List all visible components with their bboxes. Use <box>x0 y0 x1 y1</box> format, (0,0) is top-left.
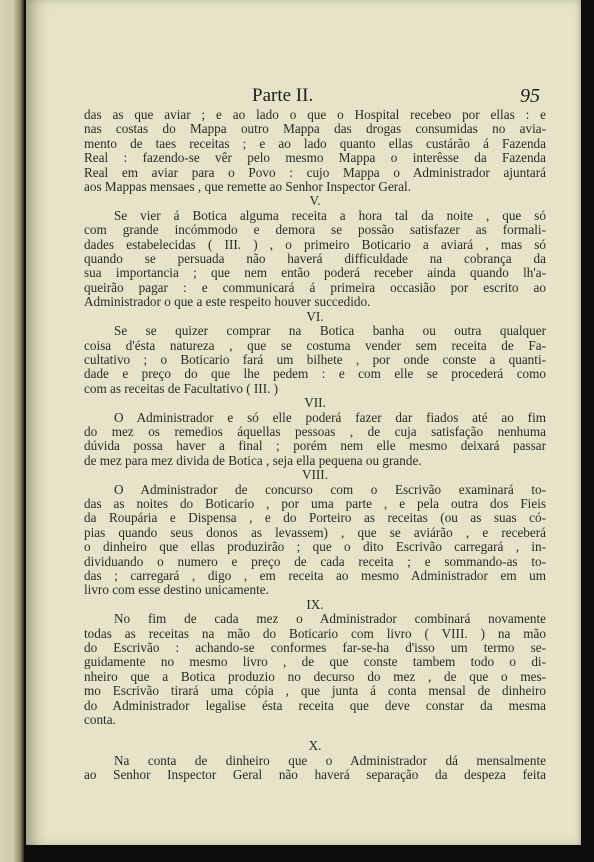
facing-page-edge <box>0 0 24 862</box>
text-line: Se se quizer comprar na Botica banha ou outra qualquer <box>114 324 546 339</box>
page-sheet <box>26 0 581 845</box>
paragraph-continuation <box>84 108 546 194</box>
text-line: das as que aviar ; e ao lado o que o Hospital recebeo por ellas : e <box>84 108 546 122</box>
text-line: queirão pagar : e communicará á primeira occasião por escrito ao <box>84 280 546 295</box>
text-line: Administrador o que a este respeito houver succedido. <box>84 295 371 310</box>
text-line: nheiro que a Botica produzio no decurso do mez , de que o mes- <box>84 669 546 684</box>
text-line: cultativo ; o Boticario fará um bilhete , por onde conste a quanti- <box>84 352 546 367</box>
text-line: o dinheiro que ellas produzirão ; que o dito Escrivão carregará , in- <box>84 540 546 555</box>
section-number: IX. <box>306 596 324 612</box>
text-line: de mez para mez divida de Botica , seja ella pequena ou grande. <box>84 453 422 468</box>
section-viii <box>84 468 546 598</box>
section-number: V. <box>309 193 321 209</box>
text-line: com grande incómmodo e demora se possão satisfazer as formali- <box>84 223 546 238</box>
text-line: ao Senhor Inspector Geral não haverá separação da despeza feita <box>84 768 546 783</box>
text-line: todas as receitas na mão do Boticario com livro ( VIII. ) na mão <box>84 626 546 641</box>
text-line: sua importancia ; que nem então poderá receber ainda quando lh'a- <box>84 266 546 281</box>
text-line: mo Escrivão tirará uma cópia , que junta á conta mensal de dinheiro <box>84 684 546 699</box>
section-number: VII. <box>304 395 326 411</box>
text-line: com as receitas de Facultativo ( III. ) <box>84 381 279 396</box>
text-line: O Administrador de concurso com o Escrivão examinará to- <box>114 482 546 497</box>
text-line: mento de taes receitas ; e ao lado quanto ellas custárão á Fazenda <box>84 136 546 151</box>
text-line: guidamente no mesmo livro , de que conste tambem todo o di- <box>84 655 546 670</box>
text-line: do Administrador legalise ésta receita que deve constar da mesma <box>84 698 546 713</box>
text-line: das ; carregará , digo , em receita ao mesmo Administrador em um <box>84 569 546 583</box>
text-line: O Administrador e só elle poderá fazer dar fiados até ao fim <box>114 410 546 425</box>
text-line: dividuando o numero e preço de cada receita ; e sommando-as to- <box>84 554 546 569</box>
text-line: quando se persuada não haverá difficuldade na cobrança da <box>84 252 546 267</box>
text-line: do mez os remedios áquellas pessoas , de cuja satisfação nenhuma <box>84 424 546 439</box>
text-line: Se vier á Botica alguma receita a hora tal da noite , que só <box>114 208 546 223</box>
section-ix <box>84 598 546 728</box>
text-line: nas costas do Mappa outro Mappa das drogas consumidas no avia- <box>84 122 546 137</box>
section-vii <box>84 396 546 468</box>
text-line: dades estabelecidas ( III. ) , o primeiro Boticario a aviará , mas só <box>84 237 546 252</box>
text-line: Real em aviar para o Povo : cujo Mappa o Administrador ajuntará <box>84 165 546 180</box>
text-line: do Escrivão : achando-se conformes far-se-ha d'isso um termo se- <box>84 641 546 656</box>
section-number: VIII. <box>302 467 328 483</box>
section-x <box>84 739 546 782</box>
running-head-title: Parte II. <box>252 85 314 106</box>
text-line: aos Mappas mensaes , que remette ao Senhor Inspector Geral. <box>84 180 412 195</box>
text-line: dade e preço do que lhe pedem : e com elle se procederá como <box>84 367 546 382</box>
text-line: No fim de cada mez o Administrador combinará novamente <box>114 612 546 627</box>
text-line: pias quando seus donos as levassem) , que se aviárão , e receberá <box>84 525 546 540</box>
page-number: 95 <box>520 85 540 107</box>
section-number: X. <box>308 738 322 754</box>
text-line: Na conta de dinheiro que o Administrador dá mensalmente <box>114 753 546 768</box>
section-v <box>84 194 546 309</box>
text-line: coisa d'ésta natureza , que se costuma vender sem receita de Fa- <box>84 338 546 353</box>
section-number: VI. <box>306 308 324 324</box>
running-head <box>84 85 546 107</box>
text-line: da Roupária e Dispensa , e do Porteiro as receitas (ou as suas có- <box>84 511 546 526</box>
text-line: dúvida possa haver a final ; porém nem elle mesmo deixará passar <box>84 439 546 454</box>
page-text <box>84 85 546 783</box>
text-line: conta. <box>84 713 116 728</box>
text-line: Real : fazendo-se vêr pelo mesmo Mappa o interêsse da Fazenda <box>84 151 546 166</box>
text-line: das as noites do Boticario , por uma parte , e pela outra dos Fieis <box>84 496 546 511</box>
section-vi <box>84 310 546 396</box>
text-line: livro com esse destino unicamente. <box>84 583 269 598</box>
